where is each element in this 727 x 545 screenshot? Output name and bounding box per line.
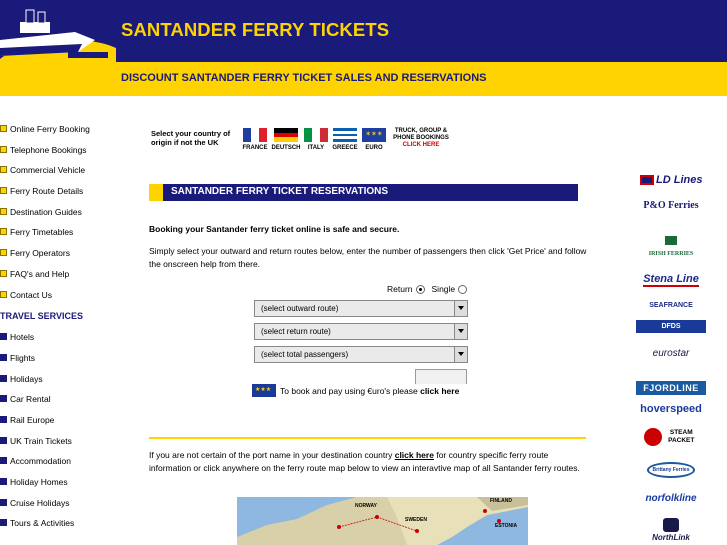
bullet-icon xyxy=(0,125,7,132)
intro-text: Booking your Santander ferry ticket online is safe and secure. xyxy=(149,224,400,234)
northlink-logo-icon[interactable]: NorthLink xyxy=(636,518,706,542)
flag-label-greece[interactable]: GREECE xyxy=(332,145,358,151)
flag-label-euro[interactable]: EURO xyxy=(365,145,383,151)
eurostar-logo-icon[interactable]: eurostar xyxy=(652,348,690,359)
passengers-value: (select total passengers) xyxy=(261,350,349,359)
germany-flag-icon[interactable] xyxy=(274,128,298,142)
italy-flag-icon[interactable] xyxy=(304,128,328,142)
port-click-here-link[interactable]: click here xyxy=(394,450,434,460)
outward-route-value: (select outward route) xyxy=(261,304,339,313)
bullet-icon xyxy=(0,499,7,506)
nav-commercial-vehicle[interactable] xyxy=(0,160,118,181)
return-route-select[interactable] xyxy=(254,323,468,340)
truck-click-here-link[interactable]: CLICK HERE xyxy=(402,142,440,148)
dfds-logo-icon[interactable]: DFDS xyxy=(636,320,706,333)
nav-label: Ferry Operators xyxy=(10,248,70,259)
euro-click-here-link[interactable]: click here xyxy=(420,385,460,396)
nav-label: Car Rental xyxy=(10,394,51,405)
eu-flag-icon[interactable]: ✶✶✶ xyxy=(362,128,386,142)
nav-label: Telephone Bookings xyxy=(10,144,87,155)
nav-label: Holiday Homes xyxy=(10,477,68,487)
subtitle-bar xyxy=(116,62,727,96)
ferry-route-map[interactable] xyxy=(237,497,528,545)
ship-icon xyxy=(0,0,116,96)
port-info-after: for country specific ferry route information or click anywhere on the ferry route map below to view an interavtive map of all Santander ferry routes. xyxy=(149,450,580,473)
bullet-icon xyxy=(0,395,7,402)
nav-ferry-operators[interactable] xyxy=(0,243,118,264)
ld-lines-logo-icon[interactable]: LD Lines xyxy=(636,174,706,186)
irish-ferries-logo-icon[interactable]: IRISH FERRIES xyxy=(636,236,706,257)
bullet-icon xyxy=(0,478,7,485)
bullet-icon xyxy=(0,416,7,423)
nav-accommodation[interactable] xyxy=(0,451,118,472)
nav-label: Holidays xyxy=(10,373,43,384)
nav-label: Destination Guides xyxy=(10,206,82,217)
norfolkline-logo-icon[interactable]: norfolkline xyxy=(645,493,697,504)
chevron-down-icon[interactable] xyxy=(454,347,467,362)
nav-ferry-route-details[interactable] xyxy=(0,181,118,202)
nav-label: Contact Us xyxy=(10,289,53,300)
nav-label: Ferry Timetables xyxy=(10,227,74,238)
bullet-icon xyxy=(0,375,7,382)
nav-online-ferry-booking[interactable] xyxy=(0,119,118,140)
greece-flag-icon[interactable] xyxy=(333,128,357,142)
nav-label: Tours & Activities xyxy=(10,518,75,529)
map-label-sweden: SWEDEN xyxy=(405,517,427,523)
nav-flights[interactable] xyxy=(0,348,118,369)
passengers-select[interactable] xyxy=(254,346,468,363)
map-graphic xyxy=(237,497,528,545)
bullet-icon xyxy=(0,291,7,298)
bullet-icon xyxy=(0,166,7,173)
nav-ferry-timetables[interactable] xyxy=(0,222,118,243)
stena-line-logo-icon[interactable]: Stena Line xyxy=(643,273,699,285)
map-label-norway: NORWAY xyxy=(355,503,377,509)
bullet-icon xyxy=(0,519,7,526)
flag-label-france[interactable]: FRANCE xyxy=(242,145,268,151)
port-info-before: If you are not certain of the port name in your destination country xyxy=(149,450,393,460)
page-title: SANTANDER FERRY TICKETS xyxy=(121,19,390,40)
title-bar xyxy=(116,0,727,62)
flag-label-deutsch[interactable]: DEUTSCH xyxy=(271,145,301,151)
france-flag-icon[interactable] xyxy=(243,128,267,142)
bullet-icon xyxy=(0,208,7,215)
nav-label: Accommodation xyxy=(10,456,71,467)
nav-label: Commercial Vehicle xyxy=(10,165,86,176)
bullet-icon xyxy=(0,146,7,153)
nav-cruise-holidays[interactable] xyxy=(0,493,118,514)
trip-type-group xyxy=(387,284,467,294)
nav-uk-train-tickets[interactable] xyxy=(0,431,118,452)
fjordline-logo-icon[interactable]: FJORDLINE xyxy=(636,381,706,395)
flag-label-italy[interactable]: ITALY xyxy=(307,145,325,151)
nav-label: UK Train Tickets xyxy=(10,435,72,446)
euro-text: To book and pay using €uro's please xyxy=(280,385,418,396)
return-label: Return xyxy=(387,284,413,294)
return-route-value: (select return route) xyxy=(261,327,331,336)
bullet-icon xyxy=(0,249,7,256)
nav-holiday-homes[interactable] xyxy=(0,472,118,493)
nav-car-rental[interactable] xyxy=(0,389,118,410)
nav-destination-guides[interactable] xyxy=(0,202,118,223)
bullet-icon xyxy=(0,228,7,235)
seafrance-logo-icon[interactable]: SEAFRANCE xyxy=(649,302,693,309)
truck-group-bookings[interactable] xyxy=(391,128,451,149)
map-label-estonia: ESTONIA xyxy=(495,523,518,529)
nav-holidays[interactable] xyxy=(0,369,118,390)
get-price-button[interactable] xyxy=(415,369,467,384)
nav-label: Rail Europe xyxy=(10,414,55,425)
return-radio[interactable] xyxy=(416,285,425,294)
eu-flag-icon xyxy=(252,384,276,397)
bullet-icon xyxy=(0,187,7,194)
nav-label: Online Ferry Booking xyxy=(10,124,90,134)
chevron-down-icon[interactable] xyxy=(454,324,467,339)
nav-telephone-bookings[interactable] xyxy=(0,140,118,161)
nav-contact-us[interactable] xyxy=(0,285,118,306)
outward-route-select[interactable] xyxy=(254,300,468,317)
chevron-down-icon[interactable] xyxy=(454,301,467,316)
hoverspeed-logo-icon[interactable]: hoverspeed xyxy=(640,403,702,415)
nav-label: Flights xyxy=(10,352,36,363)
map-label-finland: FINLAND xyxy=(490,498,512,504)
bullet-icon xyxy=(0,354,7,361)
reservations-heading: SANTANDER FERRY TICKET RESERVATIONS xyxy=(171,186,389,197)
brittany-ferries-logo-icon[interactable]: Brittany Ferries xyxy=(636,462,706,478)
left-nav xyxy=(0,119,118,534)
heading-marker xyxy=(149,184,163,201)
section-divider xyxy=(149,437,586,439)
truck-text: TRUCK, GROUP & PHONE BOOKINGS xyxy=(393,128,449,141)
nav-tours-activities[interactable] xyxy=(0,513,118,534)
nav-label: Ferry Route Details xyxy=(10,186,84,197)
nav-label: Hotels xyxy=(10,332,35,343)
bullet-icon xyxy=(0,270,7,277)
single-label: Single xyxy=(431,284,456,294)
nav-label: Cruise Holidays xyxy=(10,497,70,508)
site-logo[interactable] xyxy=(0,0,116,96)
page-subtitle: DISCOUNT SANTANDER FERRY TICKET SALES AND RESERVATIONS xyxy=(121,72,487,84)
bullet-icon xyxy=(0,457,7,464)
steam-packet-logo-icon[interactable]: STEAM PACKET xyxy=(636,428,706,446)
instructions-text: Simply select your outward and return routes below, enter the number of passengers then click 'Get Price' and follow the onscreen help from there. xyxy=(149,246,587,269)
bullet-icon xyxy=(0,437,7,444)
nav-label: FAQ's and Help xyxy=(10,268,70,279)
nav-hotels[interactable] xyxy=(0,327,118,348)
bullet-icon xyxy=(0,333,7,340)
nav-faqs-help[interactable] xyxy=(0,264,118,285)
euro-booking-line xyxy=(252,384,459,397)
country-prompt: Select your country of origin if not the UK xyxy=(151,129,231,147)
nav-rail-europe[interactable] xyxy=(0,410,118,431)
po-ferries-logo-icon[interactable]: P&O Ferries xyxy=(643,200,699,211)
port-info-text xyxy=(149,449,589,475)
travel-services-heading: TRAVEL SERVICES xyxy=(0,311,84,322)
single-radio[interactable] xyxy=(458,285,467,294)
reservations-heading-bar xyxy=(149,184,578,201)
